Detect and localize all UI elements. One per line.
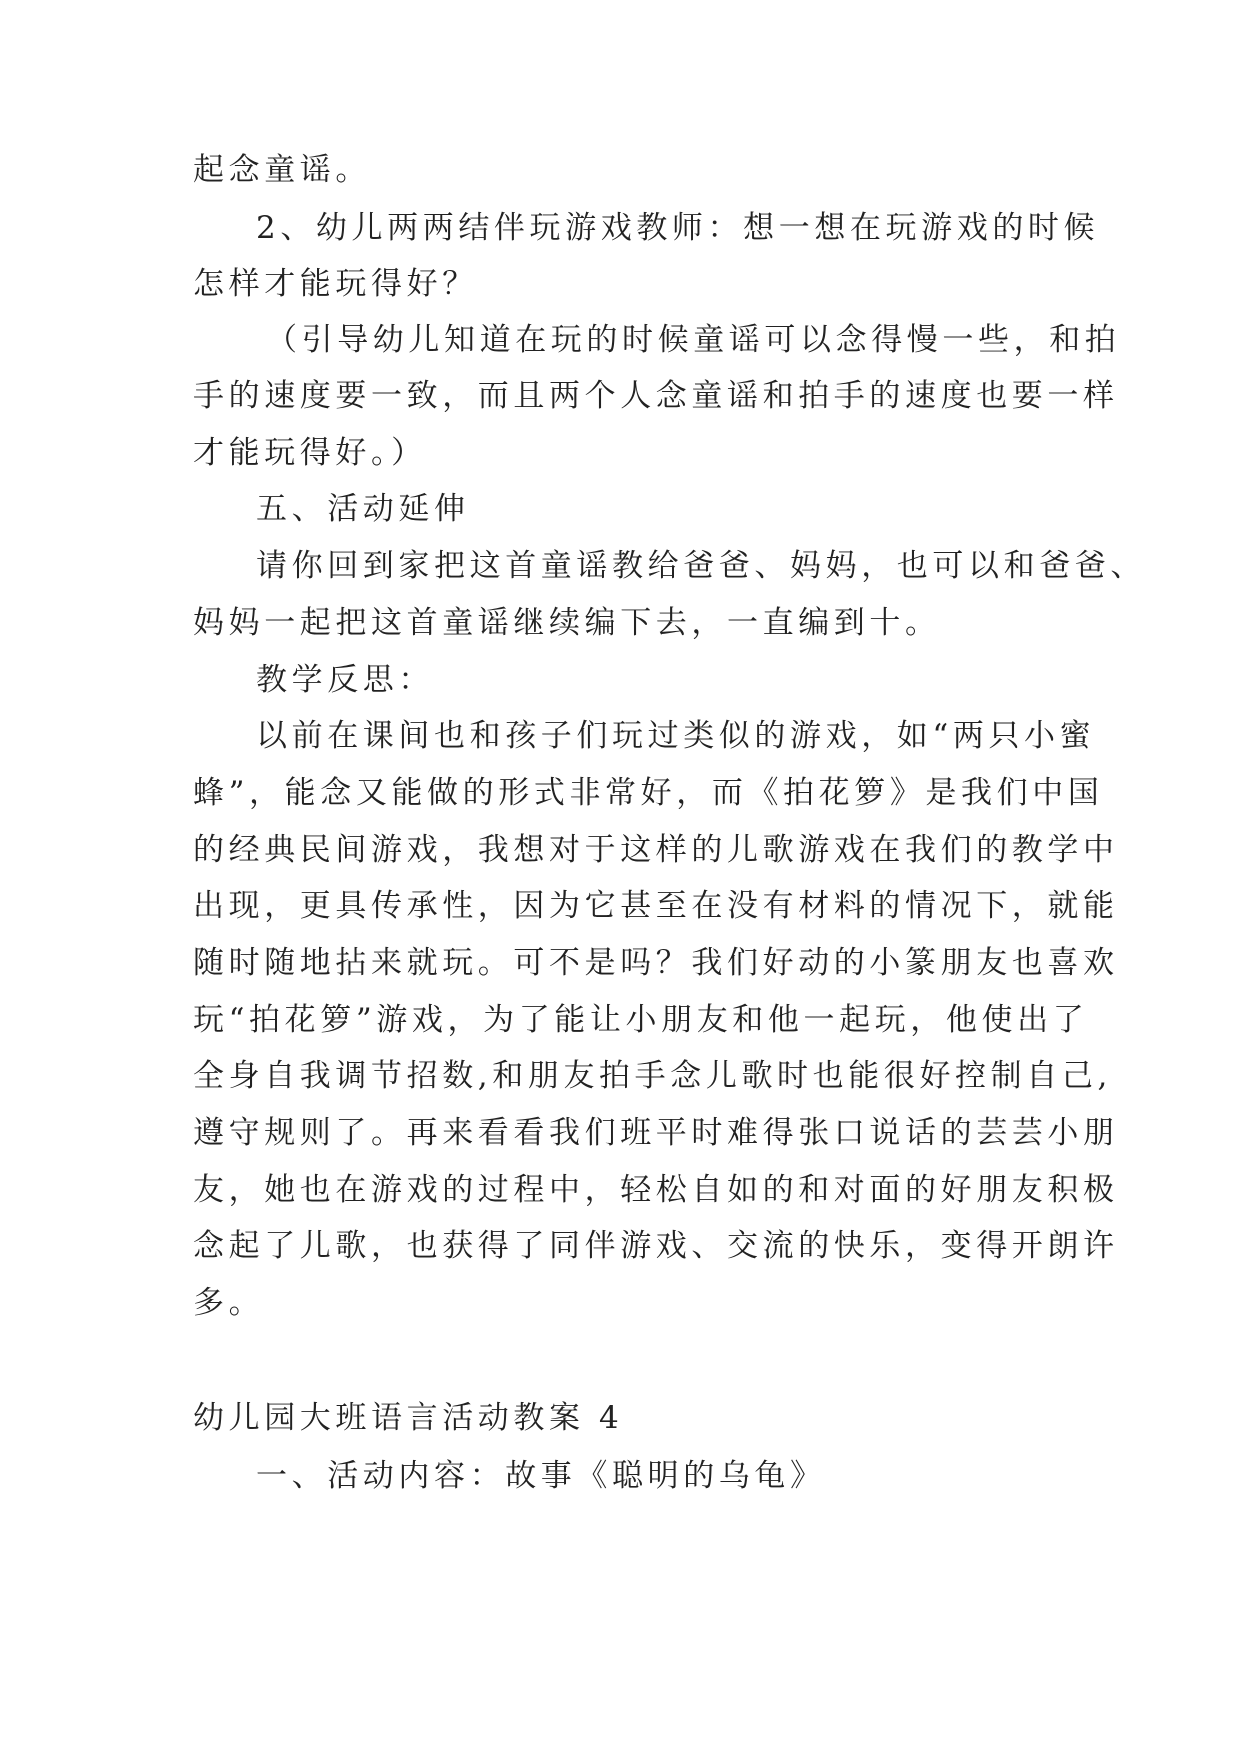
paragraph-line: 手的速度要一致，而且两个人念童谣和拍手的速度也要一样 bbox=[193, 378, 1119, 414]
paragraph-line: 怎样才能玩得好？ bbox=[193, 266, 478, 302]
paragraph-line: 蜂”，能念又能做的形式非常好，而《拍花箩》是我们中国 bbox=[193, 775, 1104, 811]
section-heading: 一、活动内容：故事《聪明的乌龟》 bbox=[256, 1458, 826, 1494]
paragraph-line: 请你回到家把这首童谣教给爸爸、妈妈，也可以和爸爸、 bbox=[256, 548, 1146, 584]
paragraph-line: 多。 bbox=[193, 1285, 265, 1321]
paragraph-line: 起念童谣。 bbox=[193, 152, 371, 188]
paragraph-line: 遵守规则了。再来看看我们班平时难得张口说话的芸芸小朋 bbox=[193, 1115, 1119, 1151]
paragraph-line: 友，她也在游戏的过程中，轻松自如的和对面的好朋友积极 bbox=[193, 1172, 1119, 1208]
paragraph-line: 出现，更具传承性，因为它甚至在没有材料的情况下，就能 bbox=[193, 888, 1119, 924]
paragraph-line: 2、幼儿两两结伴玩游戏教师：想一想在玩游戏的时候 bbox=[256, 210, 1100, 246]
paragraph-line: 全身自我调节招数,和朋友拍手念儿歌时也能很好控制自己, bbox=[193, 1058, 1112, 1094]
paragraph-line: 的经典民间游戏，我想对于这样的儿歌游戏在我们的教学中 bbox=[193, 832, 1119, 868]
section-heading: 五、活动延伸 bbox=[256, 491, 470, 527]
paragraph-line: 妈妈一起把这首童谣继续编下去，一直编到十。 bbox=[193, 605, 941, 641]
paragraph-line: 才能玩得好。） bbox=[193, 435, 427, 471]
paragraph-line: 玩“拍花箩”游戏，为了能让小朋友和他一起玩，他使出了 bbox=[193, 1002, 1089, 1038]
paragraph-line: （引导幼儿知道在玩的时候童谣可以念得慢一些，和拍 bbox=[266, 322, 1121, 358]
paragraph-line: 念起了儿歌，也获得了同伴游戏、交流的快乐，变得开朗许 bbox=[193, 1228, 1119, 1264]
section-heading: 教学反思： bbox=[256, 662, 434, 698]
paragraph-line: 随时随地拈来就玩。可不是吗？我们好动的小篆朋友也喜欢 bbox=[193, 945, 1119, 981]
paragraph-line: 以前在课间也和孩子们玩过类似的游戏，如“两只小蜜 bbox=[256, 718, 1096, 754]
document-title: 幼儿园大班语言活动教案 4 bbox=[193, 1400, 624, 1436]
